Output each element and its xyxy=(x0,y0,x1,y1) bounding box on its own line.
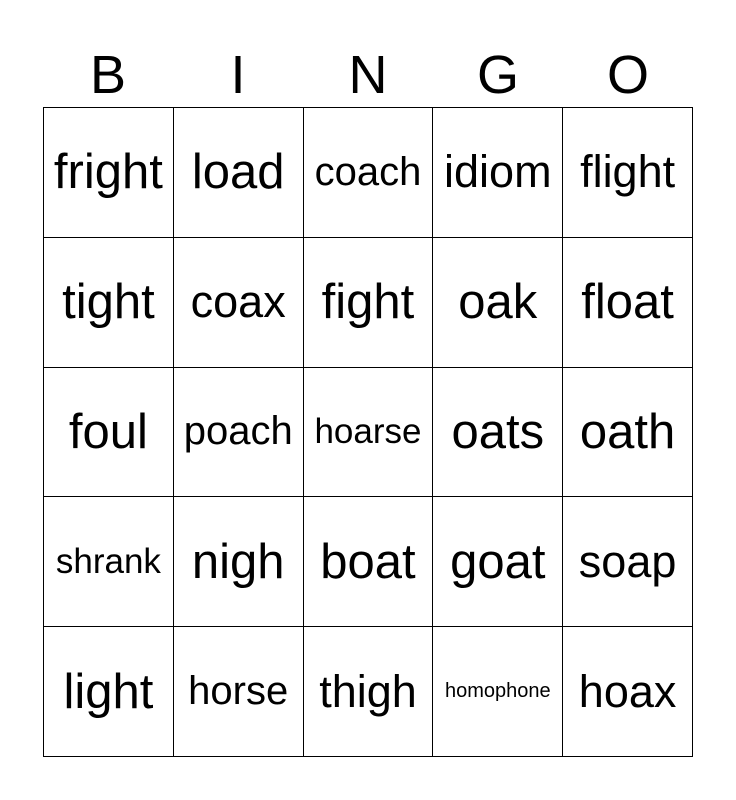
bingo-cell[interactable]: fight xyxy=(304,238,434,368)
header-letter-b: B xyxy=(89,45,127,105)
bingo-cell[interactable]: light xyxy=(44,627,174,757)
bingo-cell[interactable]: oats xyxy=(433,368,563,498)
bingo-cell[interactable]: shrank xyxy=(44,497,174,627)
bingo-cell[interactable]: float xyxy=(563,238,693,368)
bingo-cell[interactable]: fright xyxy=(44,108,174,238)
bingo-cell[interactable]: tight xyxy=(44,238,174,368)
bingo-cell[interactable]: oak xyxy=(433,238,563,368)
bingo-cell[interactable]: nigh xyxy=(174,497,304,627)
bingo-cell[interactable]: hoarse xyxy=(304,368,434,498)
header-letter-i: I xyxy=(230,45,246,105)
bingo-cell[interactable]: flight xyxy=(563,108,693,238)
bingo-cell[interactable]: coax xyxy=(174,238,304,368)
bingo-cell[interactable]: boat xyxy=(304,497,434,627)
bingo-cell[interactable]: foul xyxy=(44,368,174,498)
bingo-cell[interactable]: thigh xyxy=(304,627,434,757)
bingo-cell[interactable]: goat xyxy=(433,497,563,627)
header-letter-g: G xyxy=(476,45,519,105)
bingo-cell[interactable]: hoax xyxy=(563,627,693,757)
bingo-cell[interactable]: horse xyxy=(174,627,304,757)
header-letter-o: O xyxy=(606,45,649,105)
bingo-cell[interactable]: coach xyxy=(304,108,434,238)
bingo-cell[interactable]: homophone xyxy=(433,627,563,757)
bingo-cell[interactable]: soap xyxy=(563,497,693,627)
bingo-board xyxy=(43,107,693,757)
bingo-cell[interactable]: oath xyxy=(563,368,693,498)
bingo-cell[interactable]: idiom xyxy=(433,108,563,238)
header-letter-n: N xyxy=(348,45,388,105)
bingo-cell[interactable]: poach xyxy=(174,368,304,498)
bingo-cell[interactable]: load xyxy=(174,108,304,238)
bingo-header xyxy=(43,44,693,106)
